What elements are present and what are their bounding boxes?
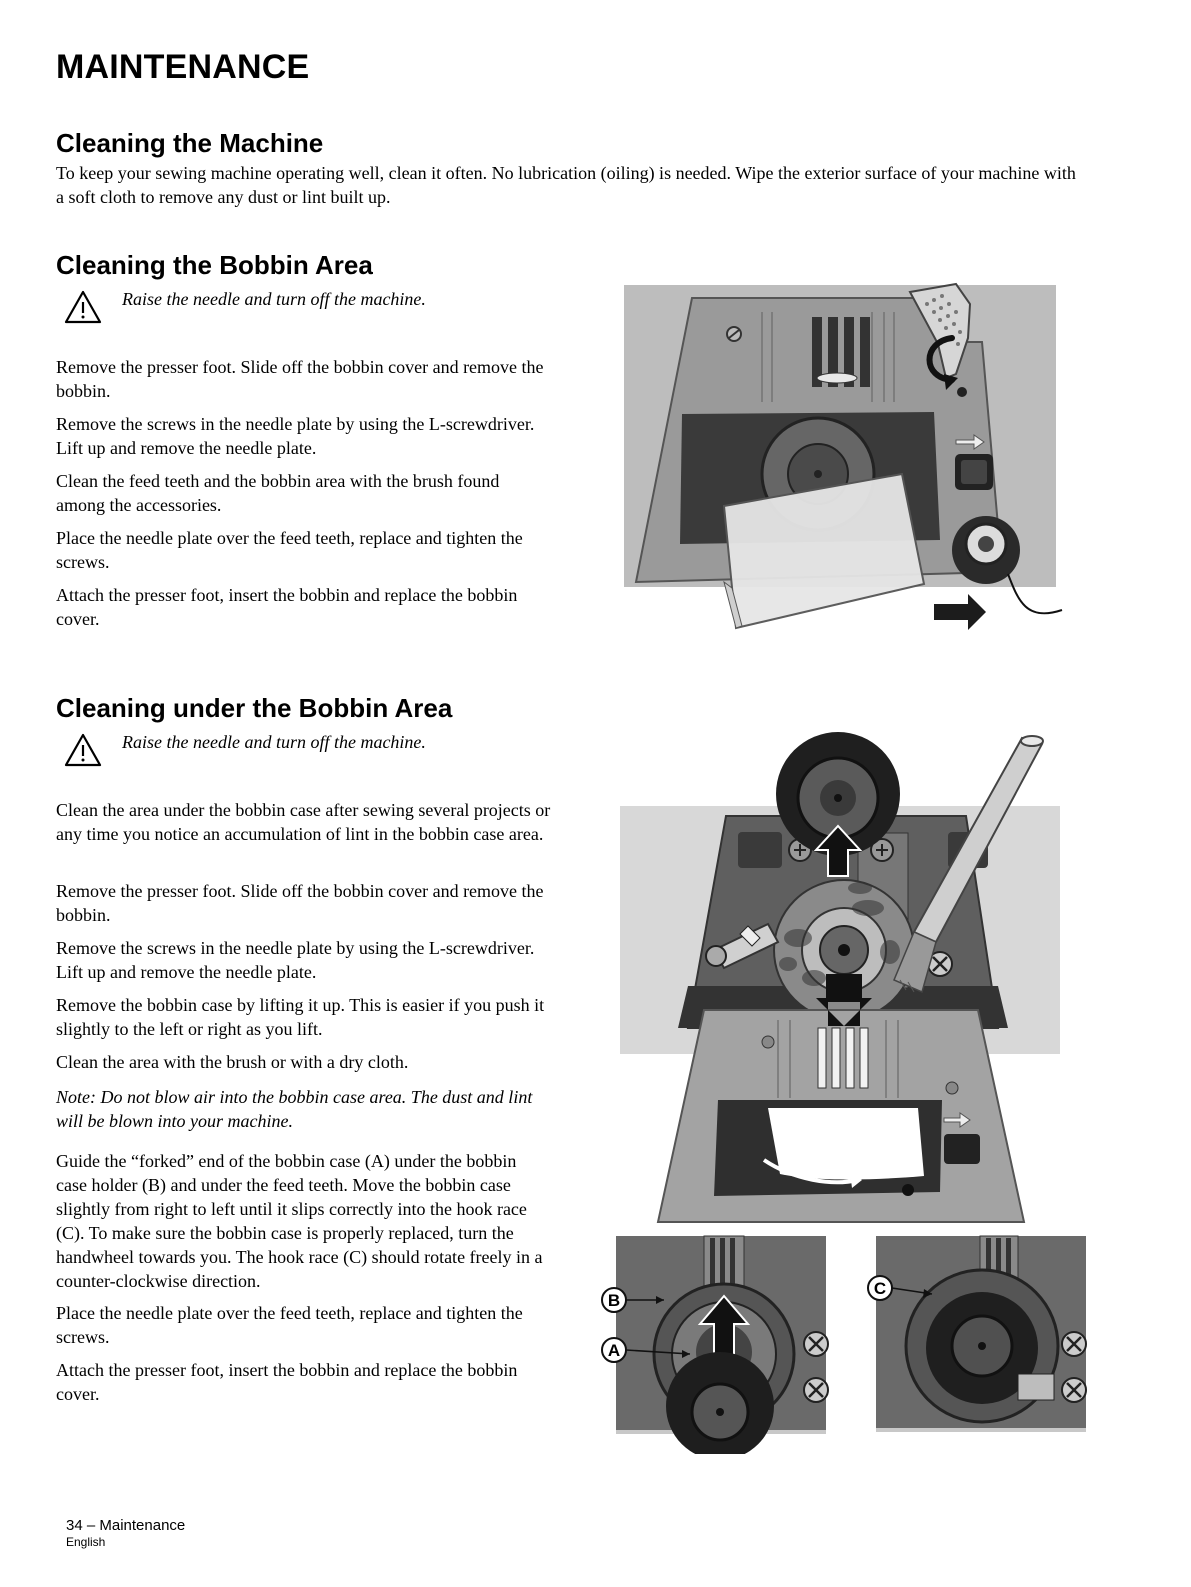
page-title: MAINTENANCE bbox=[56, 48, 310, 86]
step-text: Clean the feed teeth and the bobbin area with the brush found among the accessories. bbox=[56, 471, 500, 515]
warning-icon bbox=[64, 733, 102, 767]
footer-language: English bbox=[66, 1535, 106, 1549]
section-text-cleaning-machine: To keep your sewing machine operating well, clean it often. No lubrication (oiling) is needed. Wipe the exterior surface of your machine with a soft cloth to remove any dust or lint built up. bbox=[56, 163, 1076, 207]
step-text: Attach the presser foot, insert the bobbin and replace the bobbin cover. bbox=[56, 585, 518, 629]
section-heading-cleaning-under-bobbin: Cleaning under the Bobbin Area bbox=[56, 693, 453, 723]
warning-text: Raise the needle and turn off the machine. bbox=[122, 732, 426, 752]
step-text: Guide the “forked” end of the bobbin case (A) under the bobbin case holder (B) and under the feed teeth. Move the bobbin case slightly from right to left until it slips correctly into the hook race (C). To make sure the bobbin case is properly replaced, turn the handwheel towards you. The hook race (C) should rotate freely in a counter-clockwise direction. bbox=[56, 1151, 543, 1291]
step-text: Clean the area with the brush or with a dry cloth. bbox=[56, 1052, 409, 1072]
step-text: Remove the screws in the needle plate by using the L-screwdriver. Lift up and remove the needle plate. bbox=[56, 938, 535, 982]
step-text: Clean the area under the bobbin case after sewing several projects or any time you notice an accumulation of lint in the bobbin case area. bbox=[56, 800, 551, 844]
hook-race-illustration bbox=[862, 1234, 1088, 1434]
callout-a: A bbox=[607, 1341, 621, 1360]
step-text: Attach the presser foot, insert the bobbin and replace the bobbin cover. bbox=[56, 1360, 518, 1404]
step-text: Remove the bobbin case by lifting it up. This is easier if you push it slightly to the left or right as you lift. bbox=[56, 995, 545, 1039]
warning-icon bbox=[64, 290, 102, 324]
footer-page-label: 34 – Maintenance bbox=[66, 1517, 186, 1534]
section-heading-cleaning-bobbin-area: Cleaning the Bobbin Area bbox=[56, 250, 373, 280]
callout-b: B bbox=[607, 1291, 621, 1310]
section-heading-cleaning-machine: Cleaning the Machine bbox=[56, 128, 324, 158]
step-text: Remove the presser foot. Slide off the bobbin cover and remove the bobbin. bbox=[56, 881, 544, 925]
callout-c: C bbox=[873, 1279, 887, 1298]
under-bobbin-illustration bbox=[618, 728, 1064, 1230]
step-text: Place the needle plate over the feed teeth, replace and tighten the screws. bbox=[56, 1303, 523, 1347]
step-text: Remove the presser foot. Slide off the bobbin cover and remove the bobbin. bbox=[56, 357, 544, 401]
step-text: Remove the screws in the needle plate by using the L-screwdriver. Lift up and remove the needle plate. bbox=[56, 414, 535, 458]
warning-text: Raise the needle and turn off the machine. bbox=[122, 289, 426, 309]
bobbin-area-illustration bbox=[622, 282, 1068, 636]
bobbin-case-insert-illustration bbox=[594, 1234, 830, 1454]
step-text: Place the needle plate over the feed teeth, replace and tighten the screws. bbox=[56, 528, 523, 572]
note-text: Note: Do not blow air into the bobbin case area. The dust and lint will be blown into your machine. bbox=[56, 1087, 533, 1131]
